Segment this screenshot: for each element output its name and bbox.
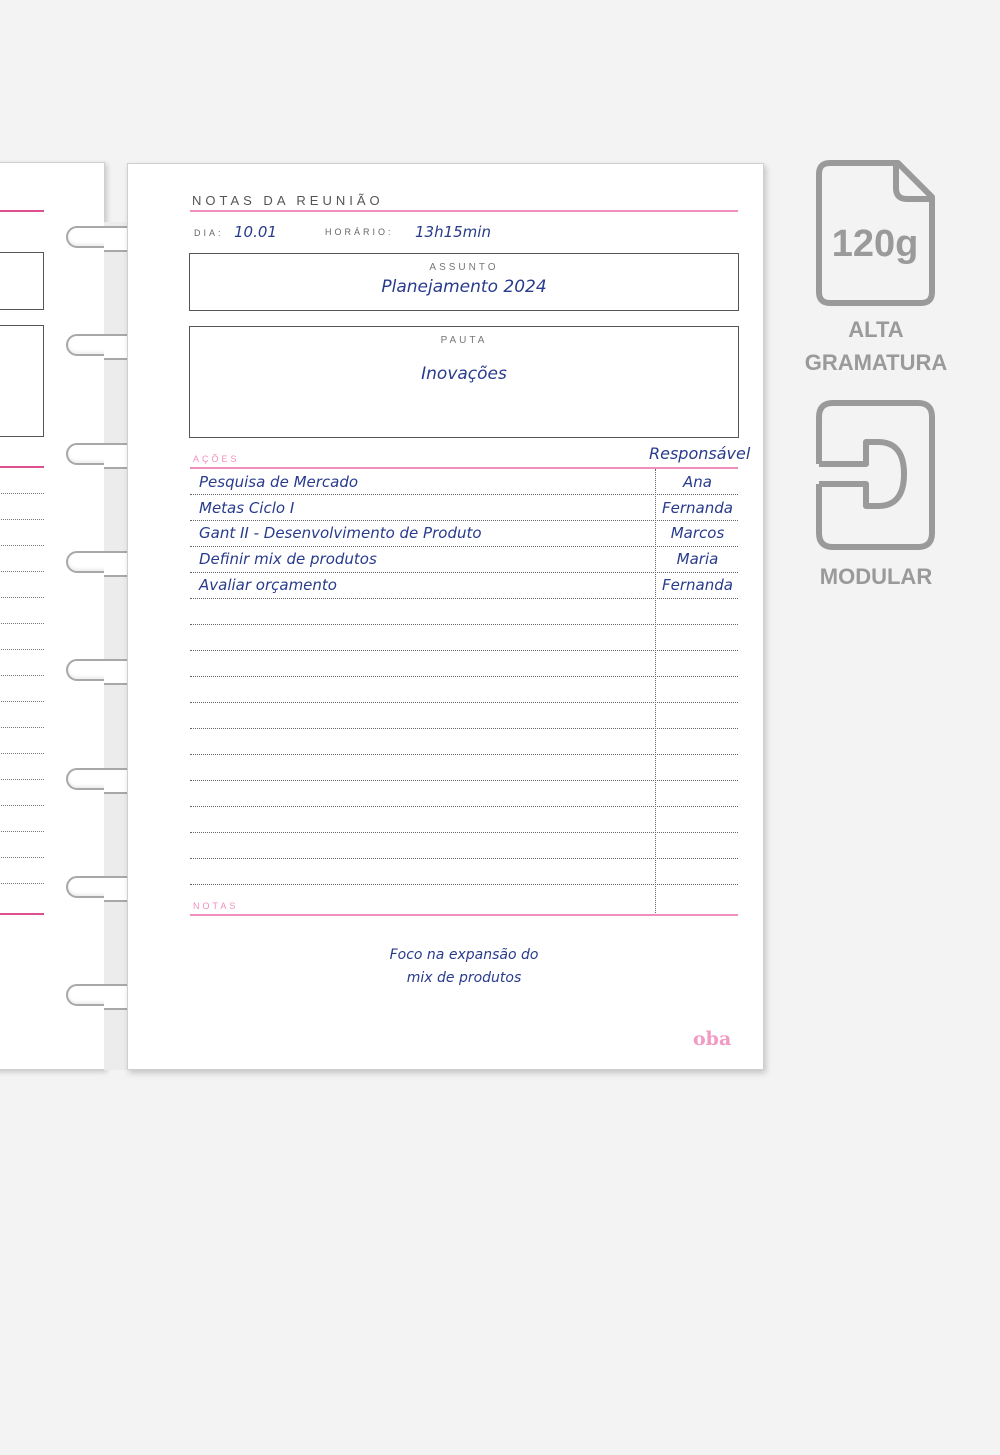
subject-label: ASSUNTO — [429, 262, 499, 273]
time-value: 13h15min — [415, 223, 491, 241]
action-task: Metas Ciclo I — [199, 499, 295, 517]
responsible-label: Responsável — [649, 444, 751, 463]
title-underline — [190, 210, 738, 212]
weight-value: 120g — [831, 223, 919, 265]
table-row-line — [190, 780, 738, 781]
left-page-row-line — [0, 857, 44, 858]
left-page-row-line — [0, 649, 44, 650]
date-label: DIA: — [194, 228, 224, 238]
time-label: HORÁRIO: — [325, 227, 394, 237]
notes-line: mix de produtos — [406, 970, 522, 986]
left-page-row-line — [0, 675, 44, 676]
notes-text — [364, 944, 564, 990]
action-task: Definir mix de produtos — [199, 550, 377, 568]
modular-page-icon — [816, 400, 935, 550]
page-title: NOTAS DA REUNIÃO — [192, 193, 384, 208]
meeting-notes-page — [127, 163, 764, 1070]
subject-box — [189, 253, 739, 311]
table-row-line — [190, 598, 738, 599]
table-row-line — [190, 702, 738, 703]
action-task: Gant II - Desenvolvimento de Produto — [199, 524, 482, 542]
left-page-row-line — [0, 571, 44, 572]
left-page-row-line — [0, 493, 44, 494]
table-row-line — [190, 676, 738, 677]
high-weight-line: ALTA — [848, 317, 904, 342]
agenda-box — [189, 326, 739, 438]
action-owner: Fernanda — [662, 576, 733, 594]
table-row-line — [190, 650, 738, 651]
left-page-box — [0, 325, 44, 437]
left-page-divider — [0, 913, 44, 915]
table-row-line — [190, 624, 738, 625]
left-page-row-line — [0, 519, 44, 520]
high-weight-label — [780, 313, 972, 379]
table-row-line — [190, 520, 738, 521]
paper-weight-icon — [816, 160, 935, 306]
table-row-line — [190, 546, 738, 547]
agenda-value: Inovações — [421, 364, 507, 384]
left-page-divider — [0, 210, 44, 212]
date-value: 10.01 — [234, 223, 277, 241]
agenda-label: PAUTA — [440, 335, 488, 346]
action-owner: Ana — [683, 473, 712, 491]
modular-label: MODULAR — [819, 564, 933, 589]
table-row-line — [190, 884, 738, 885]
left-page-row-line — [0, 545, 44, 546]
table-row-line — [190, 806, 738, 807]
action-task: Pesquisa de Mercado — [199, 473, 359, 491]
left-page-row-line — [0, 831, 44, 832]
left-page-row-line — [0, 623, 44, 624]
notes-label: NOTAS — [193, 901, 239, 911]
left-page-row-line — [0, 883, 44, 884]
notes-divider — [190, 914, 738, 916]
left-notebook-page — [0, 162, 105, 1070]
subject-value: Planejamento 2024 — [381, 277, 547, 297]
left-page-row-line — [0, 779, 44, 780]
table-row-line — [190, 832, 738, 833]
table-row-line — [190, 858, 738, 859]
left-page-row-line — [0, 727, 44, 728]
table-row-line — [190, 754, 738, 755]
action-task: Avaliar orçamento — [199, 576, 337, 594]
action-owner: Marcos — [670, 524, 725, 542]
notes-line: Foco na expansão do — [389, 947, 539, 963]
table-row-line — [190, 572, 738, 573]
left-page-box — [0, 252, 44, 310]
left-page-row-line — [0, 753, 44, 754]
left-page-row-line — [0, 597, 44, 598]
brand-logo: oba — [693, 1028, 732, 1050]
action-owner: Maria — [676, 550, 719, 568]
action-owner: Fernanda — [662, 499, 733, 517]
left-page-divider — [0, 466, 44, 468]
left-page-row-line — [0, 701, 44, 702]
actions-label: AÇÕES — [193, 454, 240, 464]
left-page-row-line — [0, 805, 44, 806]
table-row-line — [190, 728, 738, 729]
high-weight-line: GRAMATURA — [804, 350, 948, 375]
table-row-line — [190, 494, 738, 495]
